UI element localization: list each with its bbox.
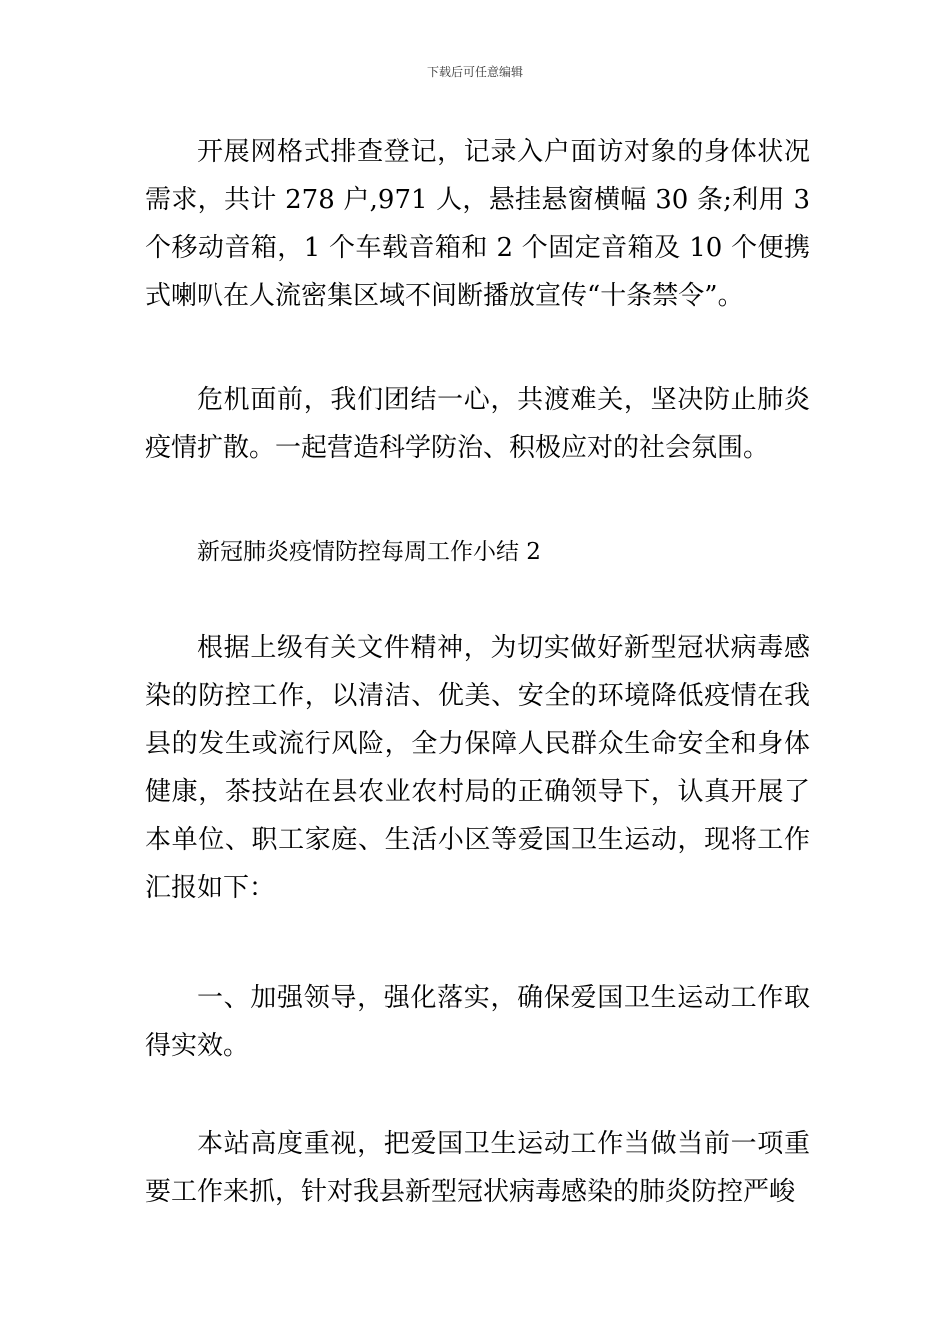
paragraph-point-one: 一、加强领导，强化落实，确保爱国卫生运动工作取得实效。	[145, 983, 810, 1061]
paragraph-intro: 根据上级有关文件精神，为切实做好新型冠状病毒感染的防控工作，以清洁、优美、安全的环境降低疫情在我县的发生或流行风险，全力保障人民群众生命安全和身体健康，茶技站在县农业农村局的正确领导下，认真开展了本单位、职工家庭、生活小区等爱国卫生运动，现将工作汇报如下：	[145, 633, 810, 903]
header-note: 下载后可任意编辑	[426, 65, 523, 79]
paragraph-outreach-stats: 开展网格式排查登记，记录入户面访对象的身体状况需求，共计 278 户,971 人，悬挂悬窗横幅 30 条;利用 3 个移动音箱，1 个车载音箱和 2 个固定音箱及 10 个便携式喇叭在人流密集区域不间断播放宣传“十条禁令”。	[145, 137, 810, 311]
paragraph-unity: 危机面前，我们团结一心，共渡难关，坚决防止肺炎疫情扩散。一起营造科学防治、积极应对的社会氛围。	[145, 385, 810, 463]
paragraph-importance: 本站高度重视，把爱国卫生运动工作当做当前一项重要工作来抓，针对我县新型冠状病毒感染的肺炎防控严峻	[145, 1129, 810, 1207]
section-title: 新冠肺炎疫情防控每周工作小结 2	[197, 539, 541, 565]
